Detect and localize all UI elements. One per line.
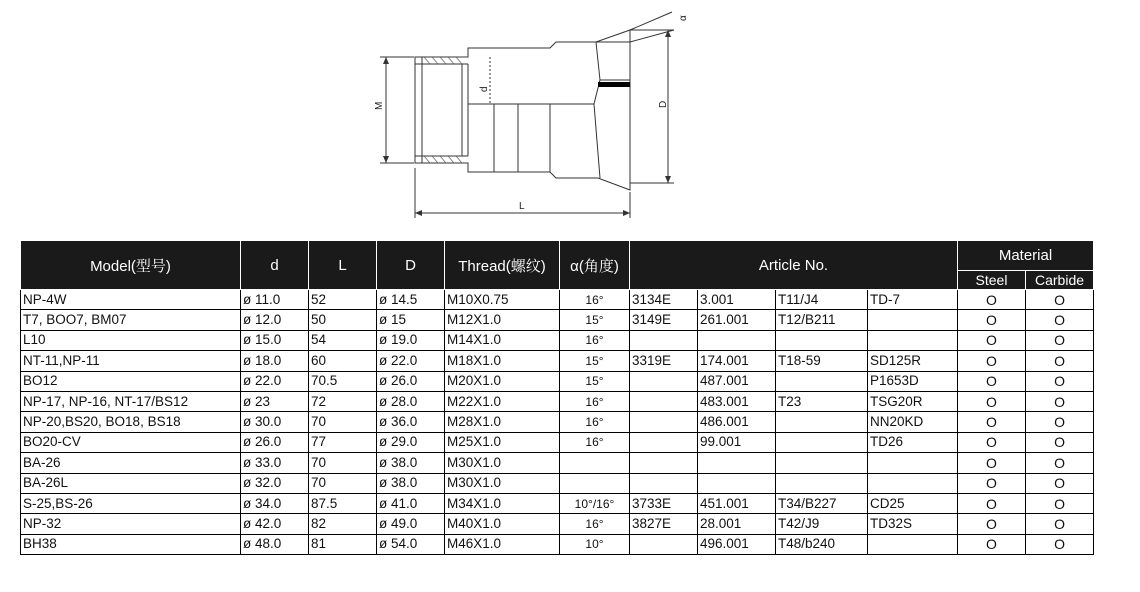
cell-a3: T18-59 (776, 351, 868, 371)
cell-a2: 487.001 (698, 371, 776, 391)
cell-a2: 174.001 (698, 351, 776, 371)
cell-carbide: O (1026, 534, 1094, 554)
cell-a3 (776, 371, 868, 391)
cell-thread: M28X1.0 (445, 412, 560, 432)
header-carbide: Carbide (1026, 270, 1094, 289)
cell-L: 52 (309, 290, 377, 310)
cell-a4 (868, 534, 958, 554)
header-material: Material (958, 241, 1094, 271)
drawing-label-M: M (374, 101, 385, 110)
cell-d: ø 22.0 (241, 371, 309, 391)
cell-a1: 3134E (630, 290, 698, 310)
cell-D: ø 36.0 (377, 412, 445, 432)
cell-d: ø 26.0 (241, 432, 309, 452)
cell-a3: T34/B227 (776, 493, 868, 513)
cell-a2: 28.001 (698, 514, 776, 534)
collet-spec-table (20, 240, 1094, 555)
cell-a4 (868, 330, 958, 350)
cell-carbide: O (1026, 330, 1094, 350)
cell-thread: M12X1.0 (445, 310, 560, 330)
cell-L: 82 (309, 514, 377, 534)
cell-L: 87.5 (309, 493, 377, 513)
cell-L: 54 (309, 330, 377, 350)
cell-a3 (776, 473, 868, 493)
cell-a1 (630, 371, 698, 391)
cell-d: ø 30.0 (241, 412, 309, 432)
cell-steel: O (958, 514, 1026, 534)
cell-L: 70 (309, 412, 377, 432)
cell-steel: O (958, 473, 1026, 493)
cell-alpha: 16° (560, 412, 630, 432)
cell-d: ø 12.0 (241, 310, 309, 330)
cell-thread: M34X1.0 (445, 493, 560, 513)
cell-thread: M25X1.0 (445, 432, 560, 452)
cell-a2: 483.001 (698, 391, 776, 411)
cell-a1 (630, 432, 698, 452)
cell-steel: O (958, 330, 1026, 350)
cell-L: 77 (309, 432, 377, 452)
cell-alpha: 10°/16° (560, 493, 630, 513)
cell-d: ø 15.0 (241, 330, 309, 350)
cell-thread: M46X1.0 (445, 534, 560, 554)
cell-alpha (560, 453, 630, 473)
cell-carbide: O (1026, 290, 1094, 310)
cell-model: NP-17, NP-16, NT-17/BS12 (21, 391, 241, 411)
drawing-label-alpha: α (678, 15, 689, 21)
cell-D: ø 38.0 (377, 473, 445, 493)
cell-d: ø 11.0 (241, 290, 309, 310)
cell-a4 (868, 310, 958, 330)
table-row (21, 290, 1094, 310)
cell-a4: TSG20R (868, 391, 958, 411)
drawing-label-D: D (658, 100, 669, 108)
cell-model: NP-32 (21, 514, 241, 534)
cell-a3 (776, 330, 868, 350)
cell-a2: 3.001 (698, 290, 776, 310)
cell-L: 50 (309, 310, 377, 330)
cell-model: BO12 (21, 371, 241, 391)
cell-D: ø 29.0 (377, 432, 445, 452)
cell-a3: T11/J4 (776, 290, 868, 310)
cell-steel: O (958, 391, 1026, 411)
cell-steel: O (958, 534, 1026, 554)
cell-alpha: 16° (560, 514, 630, 534)
header-D: D (377, 241, 445, 290)
table-row (21, 514, 1094, 534)
cell-L: 81 (309, 534, 377, 554)
cell-alpha: 16° (560, 330, 630, 350)
cell-carbide: O (1026, 351, 1094, 371)
cell-a3 (776, 412, 868, 432)
drawing-label-d: d (479, 86, 490, 92)
drawing-label-L: L (519, 201, 525, 212)
table-row (21, 453, 1094, 473)
cell-carbide: O (1026, 493, 1094, 513)
cell-carbide: O (1026, 371, 1094, 391)
cell-a4: TD26 (868, 432, 958, 452)
cell-a1 (630, 534, 698, 554)
header-model: Model(型号) (21, 241, 241, 290)
table-row (21, 534, 1094, 554)
cell-a4: TD32S (868, 514, 958, 534)
cell-alpha: 16° (560, 290, 630, 310)
cell-L: 70 (309, 453, 377, 473)
cell-D: ø 15 (377, 310, 445, 330)
cell-a2 (698, 330, 776, 350)
cell-a2: 99.001 (698, 432, 776, 452)
cell-a1 (630, 453, 698, 473)
cell-a1 (630, 412, 698, 432)
cell-d: ø 23 (241, 391, 309, 411)
cell-D: ø 49.0 (377, 514, 445, 534)
cell-a1: 3733E (630, 493, 698, 513)
cell-d: ø 33.0 (241, 453, 309, 473)
cell-D: ø 41.0 (377, 493, 445, 513)
cell-a4: CD25 (868, 493, 958, 513)
table-row (21, 432, 1094, 452)
cell-thread: M30X1.0 (445, 473, 560, 493)
table-row (21, 493, 1094, 513)
table-row (21, 351, 1094, 371)
table-row (21, 371, 1094, 391)
cell-a3 (776, 432, 868, 452)
cell-model: NT-11,NP-11 (21, 351, 241, 371)
cell-model: NP-20,BS20, BO18, BS18 (21, 412, 241, 432)
cell-D: ø 22.0 (377, 351, 445, 371)
cell-alpha: 10° (560, 534, 630, 554)
cell-a4: TD-7 (868, 290, 958, 310)
cell-thread: M30X1.0 (445, 453, 560, 473)
cell-D: ø 14.5 (377, 290, 445, 310)
cell-alpha: 15° (560, 371, 630, 391)
table-row (21, 310, 1094, 330)
cell-model: BO20-CV (21, 432, 241, 452)
cell-thread: M22X1.0 (445, 391, 560, 411)
cell-a4 (868, 473, 958, 493)
cell-alpha: 15° (560, 310, 630, 330)
header-alpha: α(角度) (560, 241, 630, 290)
cell-carbide: O (1026, 432, 1094, 452)
cell-a2 (698, 473, 776, 493)
cell-a3: T23 (776, 391, 868, 411)
header-steel: Steel (958, 270, 1026, 289)
cell-D: ø 54.0 (377, 534, 445, 554)
cell-model: BH38 (21, 534, 241, 554)
cell-steel: O (958, 371, 1026, 391)
cell-model: T7, BOO7, BM07 (21, 310, 241, 330)
cell-alpha: 16° (560, 391, 630, 411)
cell-a1: 3827E (630, 514, 698, 534)
collet-technical-drawing (360, 6, 720, 222)
cell-thread: M14X1.0 (445, 330, 560, 350)
cell-a4: NN20KD (868, 412, 958, 432)
header-d: d (241, 241, 309, 290)
cell-steel: O (958, 290, 1026, 310)
cell-alpha: 15° (560, 351, 630, 371)
cell-D: ø 26.0 (377, 371, 445, 391)
cell-model: BA-26L (21, 473, 241, 493)
cell-carbide: O (1026, 453, 1094, 473)
cell-a2: 486.001 (698, 412, 776, 432)
cell-L: 60 (309, 351, 377, 371)
cell-carbide: O (1026, 514, 1094, 534)
table-row (21, 391, 1094, 411)
cell-steel: O (958, 310, 1026, 330)
cell-steel: O (958, 493, 1026, 513)
cell-carbide: O (1026, 412, 1094, 432)
cell-L: 70 (309, 473, 377, 493)
cell-d: ø 42.0 (241, 514, 309, 534)
cell-L: 70.5 (309, 371, 377, 391)
header-article-no: Article No. (630, 241, 958, 290)
cell-steel: O (958, 351, 1026, 371)
cell-a4: SD125R (868, 351, 958, 371)
cell-d: ø 34.0 (241, 493, 309, 513)
cell-a4: P1653D (868, 371, 958, 391)
cell-carbide: O (1026, 310, 1094, 330)
table-row (21, 330, 1094, 350)
cell-carbide: O (1026, 473, 1094, 493)
header-L: L (309, 241, 377, 290)
cell-a1: 3319E (630, 351, 698, 371)
cell-a3: T42/J9 (776, 514, 868, 534)
cell-d: ø 48.0 (241, 534, 309, 554)
cell-steel: O (958, 432, 1026, 452)
cell-model: L10 (21, 330, 241, 350)
cell-steel: O (958, 453, 1026, 473)
cell-model: S-25,BS-26 (21, 493, 241, 513)
cell-a3: T12/B211 (776, 310, 868, 330)
cell-d: ø 18.0 (241, 351, 309, 371)
header-thread: Thread(螺纹) (445, 241, 560, 290)
cell-alpha: 16° (560, 432, 630, 452)
cell-steel: O (958, 412, 1026, 432)
cell-a3: T48/b240 (776, 534, 868, 554)
cell-a1 (630, 391, 698, 411)
cell-model: BA-26 (21, 453, 241, 473)
cell-thread: M40X1.0 (445, 514, 560, 534)
cell-a2: 261.001 (698, 310, 776, 330)
cell-a1: 3149E (630, 310, 698, 330)
cell-D: ø 28.0 (377, 391, 445, 411)
cell-a3 (776, 453, 868, 473)
cell-thread: M10X0.75 (445, 290, 560, 310)
cell-a1 (630, 473, 698, 493)
cell-a2 (698, 453, 776, 473)
cell-L: 72 (309, 391, 377, 411)
table-row (21, 412, 1094, 432)
cell-alpha (560, 473, 630, 493)
cell-D: ø 38.0 (377, 453, 445, 473)
cell-carbide: O (1026, 391, 1094, 411)
cell-d: ø 32.0 (241, 473, 309, 493)
cell-a2: 496.001 (698, 534, 776, 554)
cell-thread: M20X1.0 (445, 371, 560, 391)
table-row (21, 473, 1094, 493)
cell-model: NP-4W (21, 290, 241, 310)
cell-thread: M18X1.0 (445, 351, 560, 371)
cell-a2: 451.001 (698, 493, 776, 513)
cell-a4 (868, 453, 958, 473)
cell-a1 (630, 330, 698, 350)
cell-D: ø 19.0 (377, 330, 445, 350)
